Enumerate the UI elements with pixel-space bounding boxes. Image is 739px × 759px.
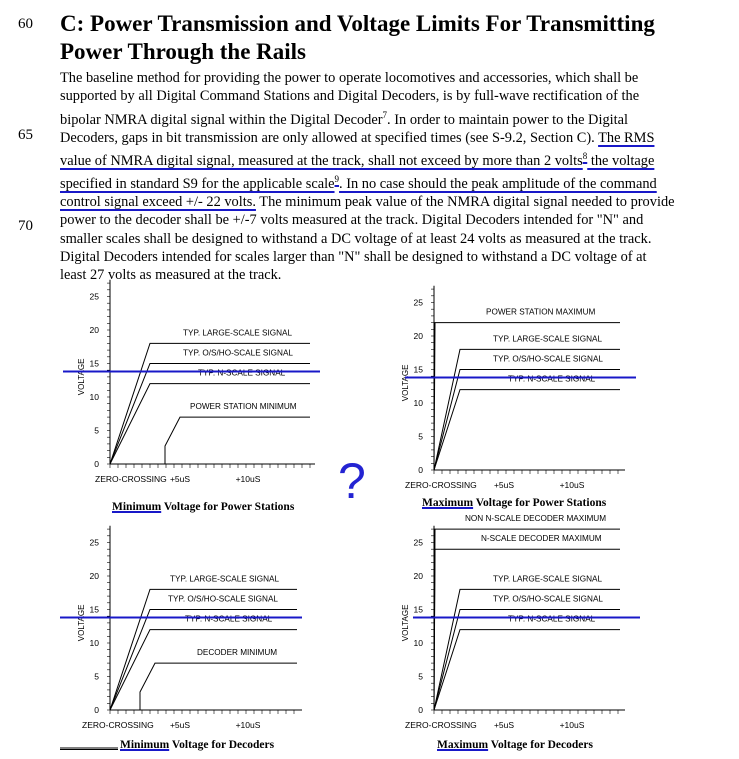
series-label: TYP. LARGE-SCALE SIGNAL [170, 574, 280, 584]
series-label: TYP. O/S/HO-SCALE SIGNAL [183, 348, 293, 358]
y-tick-label: 15 [413, 604, 423, 615]
y-axis-label: VOLTAGE [401, 364, 410, 402]
series-line [434, 349, 620, 470]
y-tick-label: 20 [89, 571, 99, 581]
series-line [434, 630, 620, 710]
x-tick-label: +5uS [169, 720, 191, 730]
para-line-1: The baseline method for providing the power to operate locomotives and accessories, which shall be [60, 70, 639, 86]
series-label: TYP. N-SCALE SIGNAL [185, 614, 273, 624]
series-label: TYP. LARGE-SCALE SIGNAL [493, 334, 603, 344]
x-tick-label: +5uS [493, 720, 515, 730]
y-tick-label: 0 [94, 459, 99, 469]
para-line-10: Digital Decoders intended for scales larger than "N" shall be designed to withstand a DC voltage of at [60, 249, 647, 266]
y-tick-label: 10 [89, 638, 99, 648]
x-tick-label: +5uS [493, 480, 515, 490]
para-line-3: bipolar NMRA digital signal within the Digital Decoder$^7$. In order to maintain power to the Digital [60, 109, 629, 128]
line-number-65: 65 [18, 127, 33, 143]
y-axis-label: VOLTAGE [77, 358, 86, 396]
para-line-8: power to the decoder shall be +/-7 volts measured at the track. Digital Decoders intended for "N" and [60, 212, 644, 229]
series-label: TYP. N-SCALE SIGNAL [508, 374, 596, 384]
x-tick-label: +10uS [235, 720, 261, 730]
series-label: NON N-SCALE DECODER MAXIMUM [465, 514, 607, 524]
caption-max-power-stations: Maximum Voltage for Power Stations [422, 497, 607, 509]
series-line [110, 630, 297, 710]
para-line-11: least 27 volts as measured at the track. [60, 267, 282, 284]
y-tick-label: 10 [413, 398, 423, 408]
x-tick-label: ZERO-CROSSING [405, 480, 477, 490]
series-label: TYP. O/S/HO-SCALE SIGNAL [493, 354, 603, 364]
x-tick-label: +5uS [169, 474, 191, 484]
caption-min-power-stations: Minimum Voltage for Power Stations [112, 501, 295, 513]
y-tick-label: 5 [418, 431, 423, 442]
x-tick-label: +10uS [235, 474, 261, 484]
y-tick-label: 5 [418, 671, 423, 682]
y-tick-label: 10 [89, 392, 99, 402]
series-line [434, 610, 620, 711]
y-tick-label: 5 [94, 671, 99, 682]
series-line [110, 384, 310, 464]
x-tick-label: ZERO-CROSSING [405, 720, 477, 730]
y-tick-label: 15 [413, 364, 423, 375]
series-label: TYP. LARGE-SCALE SIGNAL [493, 574, 603, 584]
x-tick-label: +10uS [559, 720, 585, 730]
series-label: POWER STATION MINIMUM [190, 402, 297, 412]
series-label: N-SCALE DECODER MAXIMUM [481, 534, 602, 544]
y-tick-label: 15 [89, 358, 99, 369]
y-tick-label: 5 [94, 425, 99, 436]
para-line-2: supported by all Digital Command Stations and Digital Decoders, is by full-wave rectification of the [60, 88, 640, 105]
line-number-60: 60 [18, 16, 33, 32]
y-tick-label: 25 [89, 537, 99, 548]
x-tick-label: ZERO-CROSSING [95, 474, 167, 484]
series-line [434, 323, 620, 470]
para-line-5: value of NMRA digital signal, measured at the track, shall not exceed by more than 2 volts$^8$ the voltage [60, 150, 655, 169]
para-line-7: control signal exceed +/- 22 volts. The minimum peak value of the NMRA digital signal needed to provide [60, 194, 675, 211]
y-tick-label: 25 [413, 537, 423, 548]
series-label: POWER STATION MAXIMUM [486, 307, 596, 317]
x-tick-label: +10uS [559, 480, 585, 490]
y-tick-label: 0 [418, 465, 423, 475]
series-label: DECODER MINIMUM [197, 648, 278, 658]
y-tick-label: 0 [418, 705, 423, 715]
y-tick-label: 10 [413, 638, 423, 648]
series-label: TYP. N-SCALE SIGNAL [198, 368, 286, 378]
caption-rule [60, 749, 118, 750]
series-line [434, 390, 620, 470]
series-label: TYP. O/S/HO-SCALE SIGNAL [168, 594, 278, 604]
series-line [110, 364, 310, 465]
series-line [434, 589, 620, 710]
heading-line-2: Power Through the Rails [60, 39, 307, 64]
caption-max-decoders: Maximum Voltage for Decoders [437, 739, 593, 751]
y-axis-label: VOLTAGE [401, 604, 410, 642]
y-tick-label: 0 [94, 705, 99, 715]
para-line-4: Decoders, gaps in bit transmission are only allowed at specified times (see S-9.2, Section C). The RMS [60, 129, 655, 146]
y-tick-label: 15 [89, 604, 99, 615]
series-label: TYP. N-SCALE SIGNAL [508, 614, 596, 624]
y-tick-label: 25 [413, 297, 423, 308]
y-tick-label: 20 [413, 331, 423, 341]
caption-min-decoders: Minimum Voltage for Decoders [120, 739, 275, 751]
series-line [165, 417, 310, 464]
heading-line-1: C: Power Transmission and Voltage Limits For Transmitting [60, 11, 655, 36]
line-number-70: 70 [18, 218, 33, 234]
underlined-text: The RMS [598, 129, 655, 146]
series-label: TYP. LARGE-SCALE SIGNAL [183, 328, 293, 338]
x-tick-label: ZERO-CROSSING [82, 720, 154, 730]
y-tick-label: 20 [413, 571, 423, 581]
series-line [434, 370, 620, 471]
y-tick-label: 20 [89, 325, 99, 335]
para-line-6: specified in standard S9 for the applicable scale$^9$. In no case should the peak amplitude of the command [60, 174, 657, 192]
series-label: TYP. O/S/HO-SCALE SIGNAL [493, 594, 603, 604]
y-tick-label: 25 [89, 291, 99, 302]
y-axis-label: VOLTAGE [77, 604, 86, 642]
question-mark: ? [338, 453, 366, 509]
para-line-9: smaller scales shall be designed to withstand a DC voltage of at least 24 volts as measured at the track. [60, 230, 652, 247]
series-line [140, 663, 297, 710]
